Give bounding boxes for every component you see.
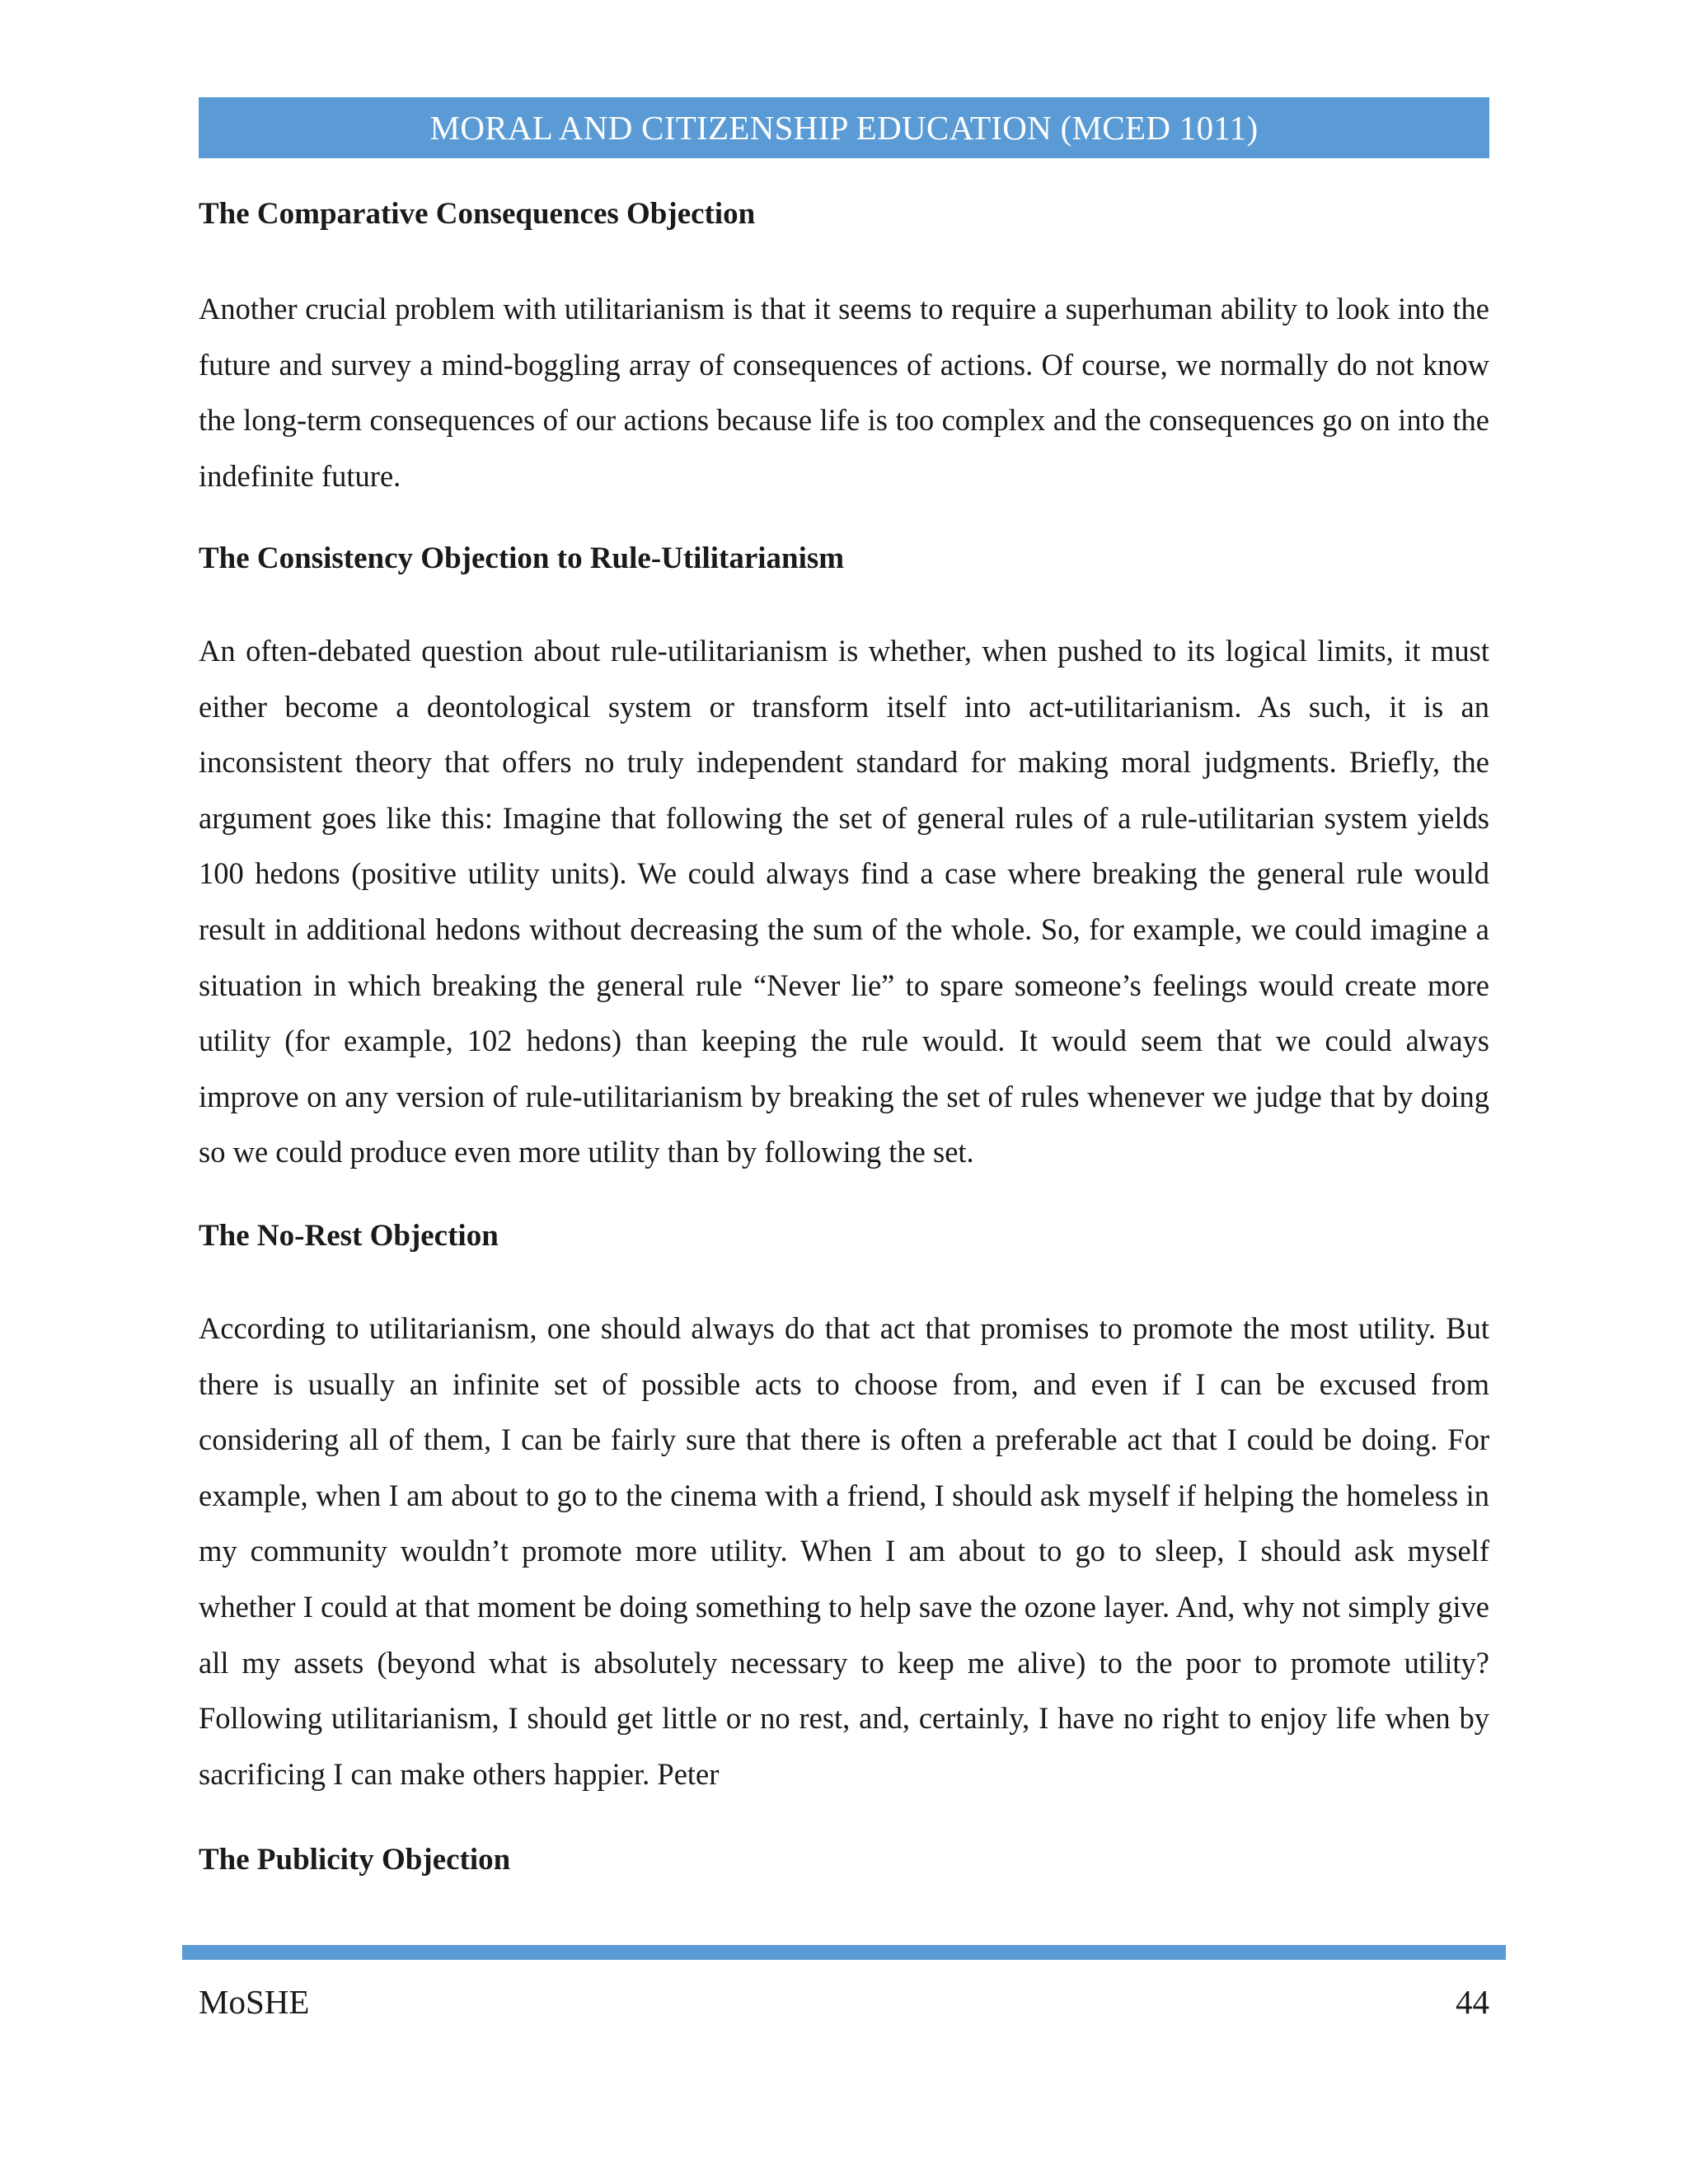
- section-paragraph: According to utilitarianism, one should always do that act that promises to promote the most utility. But there is usually an infinite set of possible acts to choose from, and even if I can be excused from considering all of them, I can be fairly sure that there is often a preferable act that I could be doing. For example, when I am about to go to the cinema with a friend, I should ask myself if helping the homeless in my community wouldn’t promote more utility. When I am about to go to sleep, I should ask myself whether I could at that moment be doing something to help save the ozone layer. And, why not simply give all my assets (beyond what is absolutely necessary to keep me alive) to the poor to promote utility? Following utilitarianism, I should get little or no rest, and, certainly, I have no right to enjoy life when by sacrificing I can make others happier. Peter: [199, 1311, 1489, 1791]
- footer-publisher: MoSHE: [199, 1983, 310, 2021]
- page-number: 44: [1456, 1983, 1489, 2021]
- section-paragraph: Another crucial problem with utilitarianism is that it seems to require a superhuman ability to look into the future and survey a mind-boggling array of consequences of actions. Of course, we normally do not know the long-term consequences of our actions because life is too complex and the consequences go on into the indefinite future.: [199, 292, 1489, 493]
- section-heading: The Publicity Objection: [199, 1843, 511, 1877]
- section-heading: The Consistency Objection to Rule-Utilitarianism: [199, 541, 845, 575]
- footer-divider: [182, 1945, 1506, 1960]
- header-bar: [199, 97, 1489, 158]
- page-header-title: MORAL AND CITIZENSHIP EDUCATION (MCED 1011): [429, 109, 1259, 147]
- section-paragraph: An often-debated question about rule-utilitarianism is whether, when pushed to its logical limits, it must either become a deontological system or transform itself into act-utilitarianism. As such, it is an inconsistent theory that offers no truly independent standard for making moral judgments. Briefly, the argument goes like this: Imagine that following the set of general rules of a rule-utilitarian system yields 100 hedons (positive utility units). We could always find a case where breaking the general rule would result in additional hedons without decreasing the sum of the whole. So, for example, we could imagine a situation in which breaking the general rule “Never lie” to spare someone’s feelings would create more utility (for example, 102 hedons) than keeping the rule would. It would seem that we could always improve on any version of rule-utilitarianism by breaking the set of rules whenever we judge that by doing so we could produce even more utility than by following the set.: [199, 634, 1489, 1169]
- section-heading: The Comparative Consequences Objection: [199, 197, 756, 231]
- section-heading: The No-Rest Objection: [199, 1219, 499, 1253]
